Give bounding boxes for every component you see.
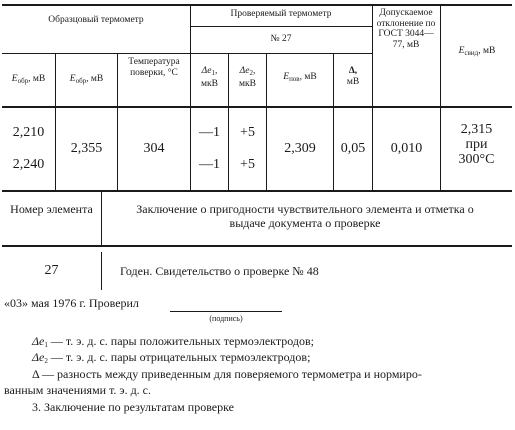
e-svid-value: 2,315 при 300°С [458, 122, 495, 167]
tested-thermometer-number: № 27 [270, 34, 292, 44]
de2-value-a: +5 [240, 125, 255, 140]
note-de1: $\Delta e_1$ — т. э. д. с. пары положительных термоэлектродов; [32, 334, 314, 349]
e-obr-value-b: 2,240 [12, 157, 45, 172]
delta-value: 0,05 [340, 141, 366, 156]
signature-date: «03» мая 1976 г. Проверил [4, 296, 139, 310]
e-obr-header-1: $E_{обр}$, мВ [11, 74, 46, 85]
conclusion-header-text: Заключение о пригодности чувствительного элемента и отметка о выдаче документа о проверке [120, 202, 490, 230]
signature-caption: (подпись) [209, 314, 243, 323]
deviation-value: 0,010 [390, 141, 423, 156]
delta-header: Δ, мВ [346, 66, 360, 87]
de2-value-b: +5 [240, 157, 255, 172]
section-heading: 3. Заключение по результатам проверке [32, 400, 234, 414]
note-delta-line1: Δ — разность между приведенным для поверяемого термометра и нормиро- [32, 367, 422, 381]
de1-value-a: —1 [199, 125, 220, 140]
note-delta-line2: ванным значениями т. э. д. с. [4, 383, 152, 397]
de1-header: $\Delta e_1$, мкВ [201, 66, 218, 89]
temperature-header: Температура поверки, °С [128, 57, 180, 78]
e-obr-header-2: $E_{обр}$, мВ [69, 74, 104, 85]
e-pov-value: 2,309 [284, 141, 316, 156]
temperature-value: 304 [143, 141, 165, 156]
e-obr-mean-value: 2,355 [70, 141, 103, 156]
reference-thermometer-header: Образцовый термометр [48, 15, 144, 25]
deviation-header: Допускаемое отклонение по ГОСТ 3044—77, мВ [376, 8, 436, 50]
note-de2: $\Delta e_2$ — т. э. д. с. пары отрицательных термоэлектродов; [32, 350, 311, 365]
tested-thermometer-header: Проверяемый термометр [230, 9, 332, 19]
e-obr-value-a: 2,210 [12, 125, 45, 140]
de1-value-b: —1 [199, 157, 220, 172]
e-svid-header: $E_{свид}$, мВ [458, 46, 496, 57]
de2-header: $\Delta e_2$, мкВ [239, 66, 256, 89]
element-number-header: Номер элемента [10, 202, 93, 216]
e-pov-header: $E_{пов}$, мВ [283, 72, 317, 83]
conclusion-value: Годен. Свидетельство о проверке № 48 [120, 264, 319, 278]
element-number-value: 27 [44, 263, 59, 278]
